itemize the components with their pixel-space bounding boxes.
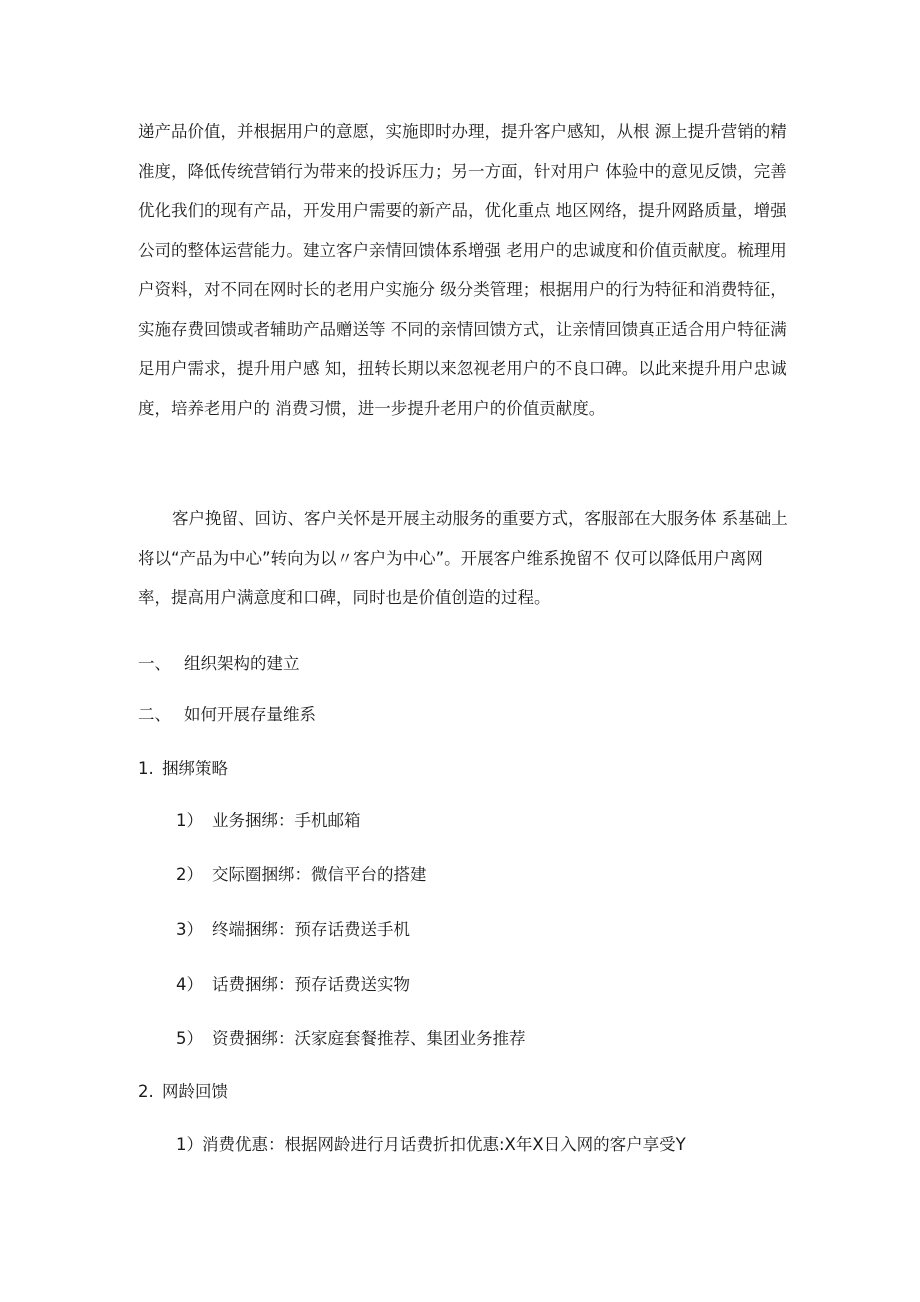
- list-item-number: 2）: [176, 865, 203, 884]
- list-item: [176, 809, 361, 833]
- list-item: [176, 863, 427, 887]
- list-item-text: 交际圈捆绑：微信平台的搭建: [212, 865, 427, 884]
- section-title: 如何开展存量维系: [184, 705, 316, 724]
- list-item: [176, 1027, 526, 1051]
- list-item-text: 资费捆绑：沃家庭套餐推荐、集团业务推荐: [212, 1029, 526, 1048]
- body-paragraph-2: [138, 499, 788, 618]
- paragraph-line: 度，培养老用户的 消费习惯，进一步提升老用户的价值贡献度。: [138, 398, 606, 418]
- section-number: 一、: [138, 654, 171, 673]
- list-item-number: 1）: [176, 811, 203, 830]
- list-item-text: 业务捆绑：手机邮箱: [212, 811, 361, 830]
- paragraph-line: 率，提高用户满意度和口碑，同时也是价值创造的过程。: [138, 588, 551, 607]
- list-item-text: 话费捆绑：预存话费送实物: [212, 975, 410, 994]
- paragraph-line: 将以“产品为中心”转向为以〃客户为中心”。开展客户维系挽留不 仅可以降低用户离网: [138, 548, 763, 568]
- section-title: 组织架构的建立: [184, 654, 300, 673]
- list-item: [176, 918, 410, 942]
- section-heading-1: [138, 652, 300, 676]
- list-item: [176, 1133, 686, 1157]
- section-heading-2: [138, 703, 316, 727]
- paragraph-line: 实施存费回馈或者辅助产品赠送等 不同的亲情回馈方式，让亲情回馈真正适合用户特征满: [138, 319, 787, 339]
- list-item-number: 5）: [176, 1029, 203, 1048]
- body-paragraph-1: [138, 112, 788, 428]
- paragraph-line: 户资料，对不同在网时长的老用户实施分 级分类管理；根据用户的行为特征和消费特征，: [138, 280, 787, 299]
- paragraph-line: 准度，降低传统营销行为带来的投诉压力；另一方面，针对用户 体验中的意见反馈，完善: [138, 161, 787, 181]
- list-item-text: 终端捆绑：预存话费送手机: [212, 920, 410, 939]
- list-item: [176, 973, 410, 997]
- list-item-number: 4）: [176, 975, 203, 994]
- subsection-heading-2: [138, 1080, 228, 1104]
- paragraph-line: 足用户需求，提升用户感 知，扭转长期以来忽视老用户的不良口碑。以此来提升用户忠诚: [138, 359, 787, 378]
- subsection-number: 2.: [138, 1082, 154, 1101]
- subsection-title: 捆绑策略: [162, 759, 228, 778]
- list-item-text: 消费优惠：根据网龄进行月话费折扣优惠:X年X日入网的客户享受Y: [202, 1135, 686, 1154]
- list-item-number: 3）: [176, 920, 203, 939]
- subsection-number: 1.: [138, 759, 154, 778]
- paragraph-line: 递产品价值，并根据用户的意愿，实施即时办理，提升客户感知，从根 源上提升营销的精: [138, 122, 787, 141]
- list-item-number: 1）: [176, 1135, 203, 1154]
- paragraph-line: 客户挽留、回访、客户关怀是开展主动服务的重要方式，客服部在大服务体 系基础上: [172, 509, 788, 528]
- paragraph-line: 公司的整体运营能力。建立客户亲情回馈体系增强 老用户的忠诚度和价值贡献度。梳理用: [138, 240, 787, 260]
- subsection-heading-1: [138, 757, 228, 781]
- section-number: 二、: [138, 705, 171, 724]
- paragraph-line: 优化我们的现有产品，开发用户需要的新产品，优化重点 地区网络，提升网路质量，增强: [138, 201, 787, 220]
- subsection-title: 网龄回馈: [162, 1082, 228, 1101]
